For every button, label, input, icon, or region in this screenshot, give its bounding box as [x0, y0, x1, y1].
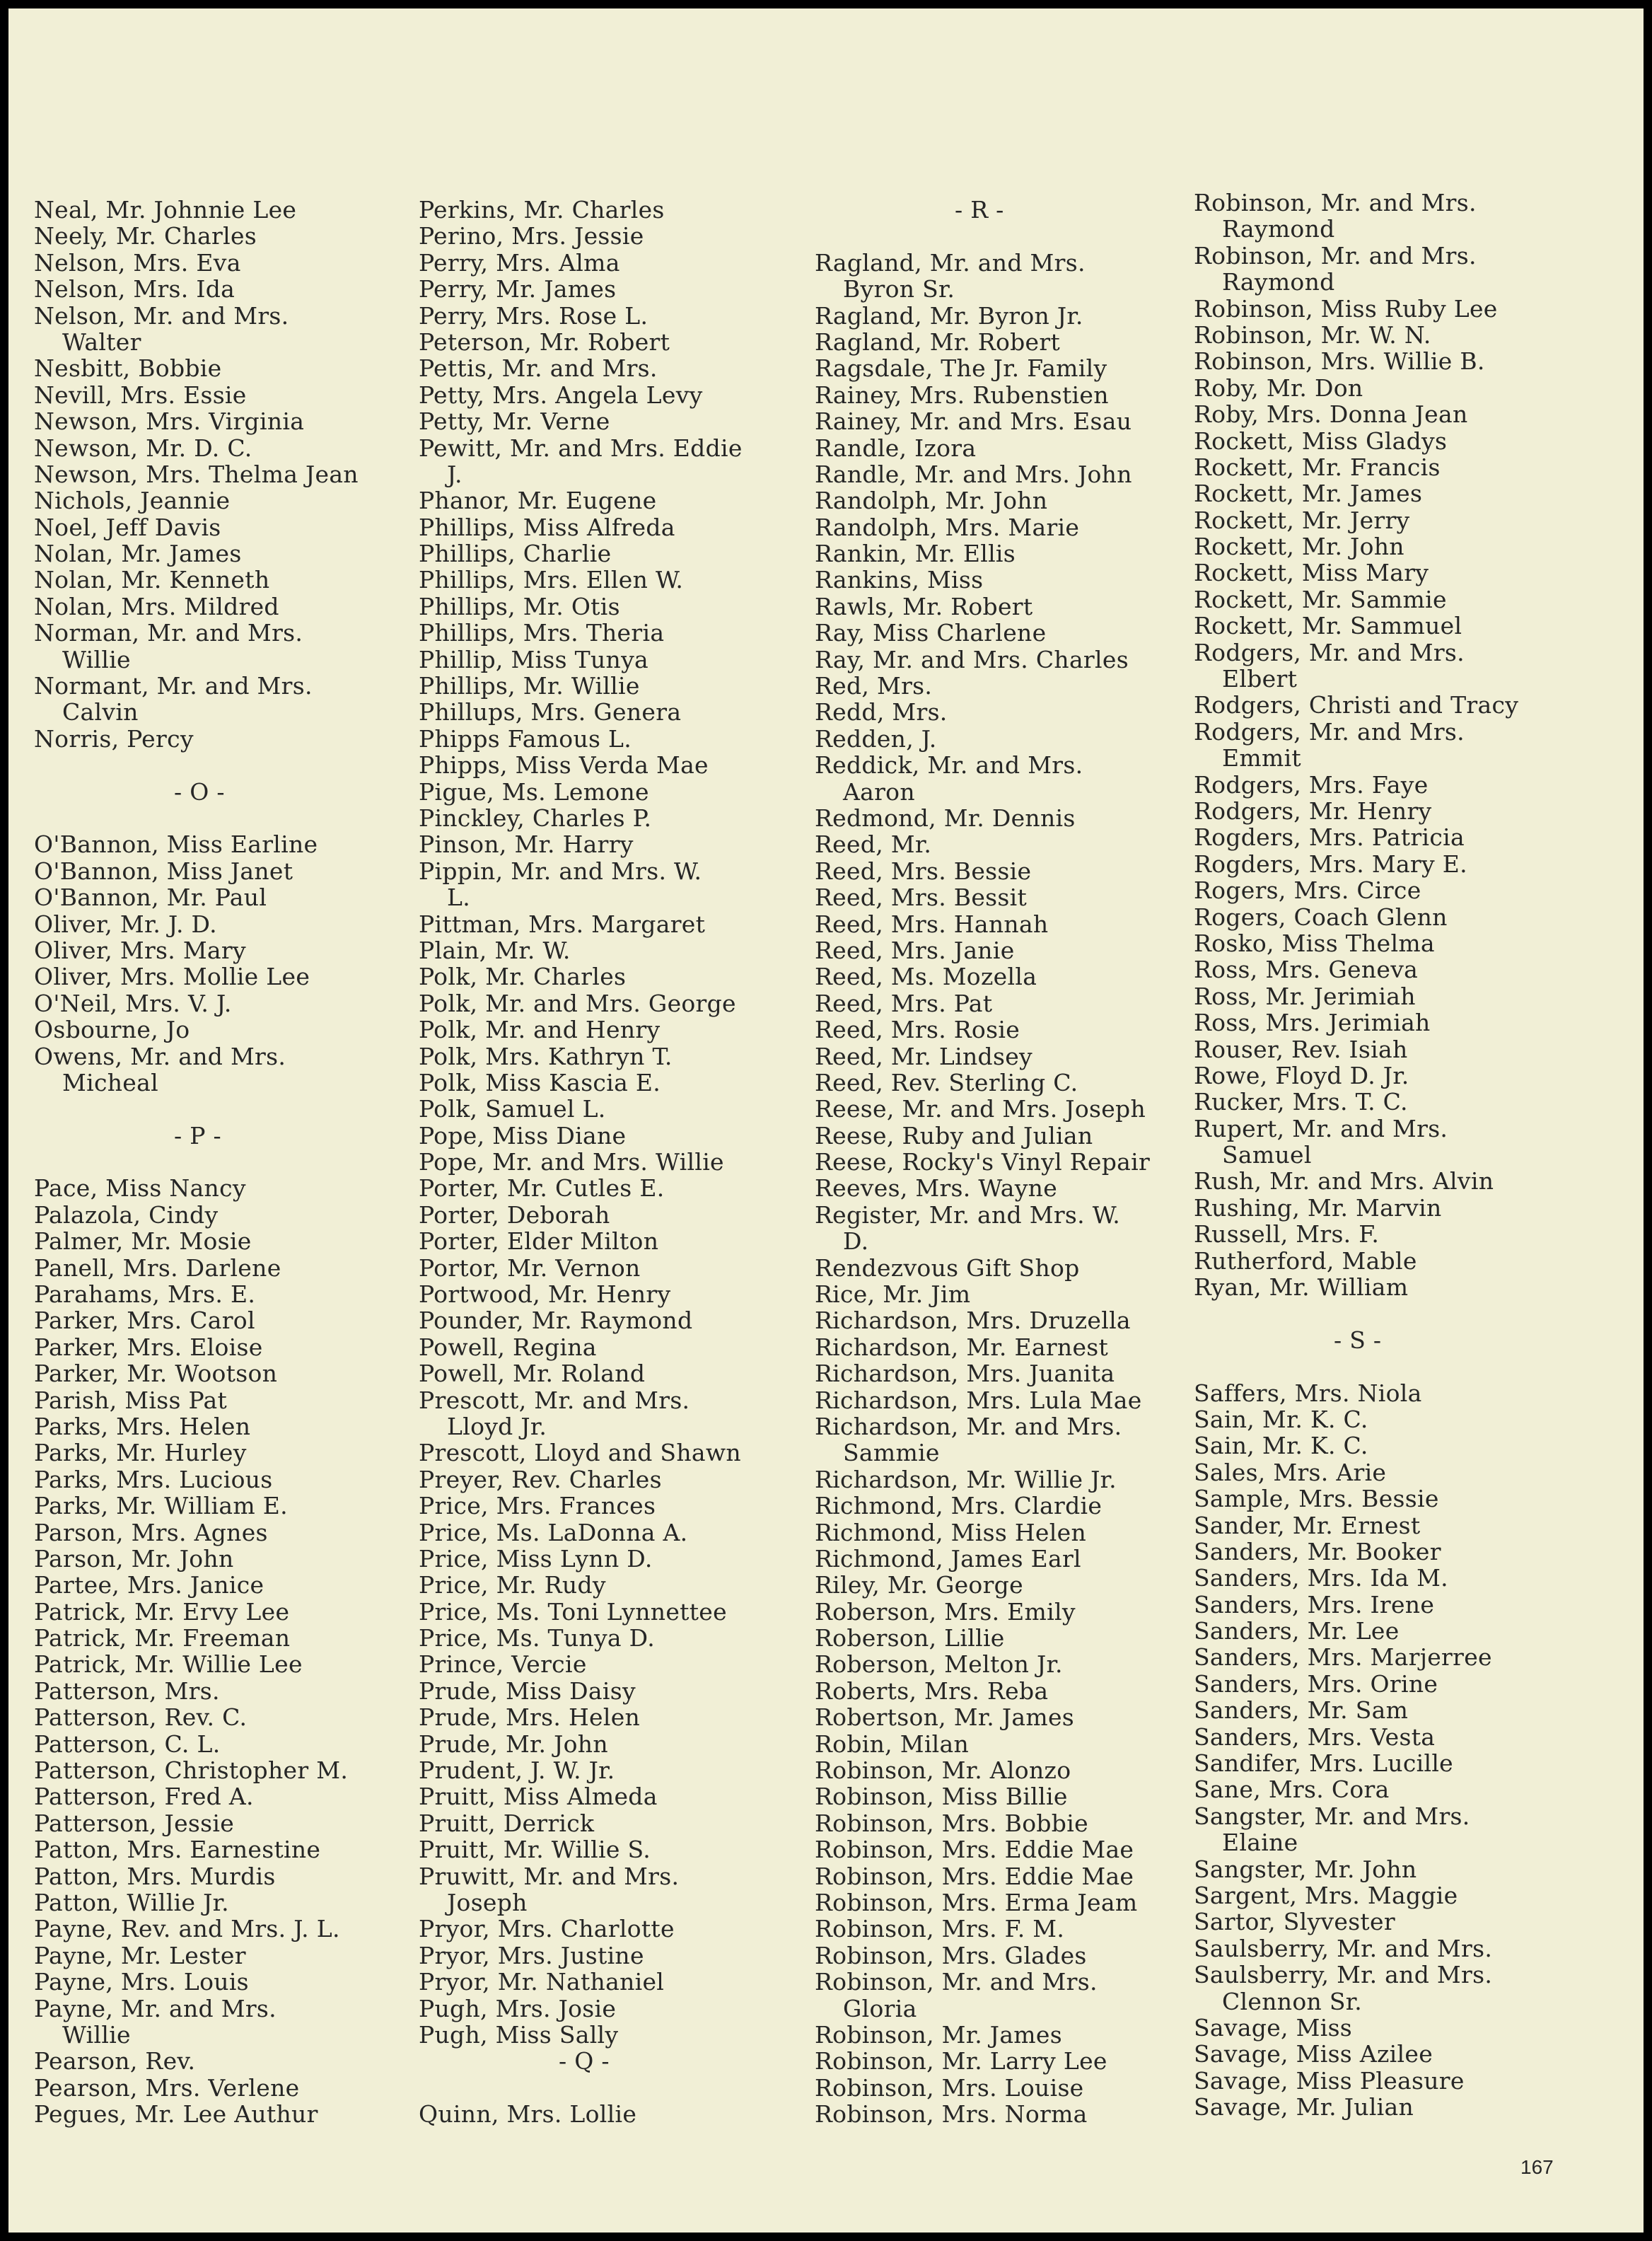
directory-entry: Robinson, Mrs. Bobbie: [815, 1809, 1088, 1837]
directory-entry: Richardson, Mr. Earnest: [815, 1333, 1109, 1361]
directory-entry: Sain, Mr. K. C.: [1194, 1405, 1368, 1433]
directory-entry: Plain, Mr. W.: [419, 936, 571, 964]
entry-continuation: J.: [447, 460, 463, 488]
directory-entry: Savage, Miss: [1194, 2013, 1353, 2042]
directory-entry: Richardson, Mrs. Lula Mae: [815, 1386, 1142, 1414]
directory-entry: Payne, Mr. Lester: [34, 1941, 246, 1969]
directory-entry: Oliver, Mrs. Mary: [34, 936, 246, 964]
entry-continuation: Aaron: [843, 777, 915, 806]
directory-entry: Rice, Mr. Jim: [815, 1280, 971, 1309]
directory-entry: Newson, Mrs. Virginia: [34, 407, 305, 436]
directory-entry: Rendezvous Gift Shop: [815, 1253, 1080, 1282]
directory-entry: Pearson, Mrs. Verlene: [34, 2073, 300, 2102]
directory-entry: Portor, Mr. Vernon: [419, 1253, 641, 1282]
directory-entry: Reed, Rev. Sterling C.: [815, 1068, 1078, 1096]
entry-continuation: Joseph: [447, 1889, 528, 1916]
directory-entry: Payne, Mr. and Mrs.: [34, 1994, 277, 2022]
directory-entry: Patton, Willie Jr.: [34, 1889, 229, 1916]
directory-entry: Robinson, Mrs. F. M.: [815, 1915, 1065, 1943]
directory-entry: Reeves, Mrs. Wayne: [815, 1174, 1058, 1203]
directory-entry: Reed, Mr. Lindsey: [815, 1042, 1032, 1070]
directory-entry: Prude, Mrs. Helen: [419, 1703, 641, 1732]
directory-entry: Richardson, Mr. Willie Jr.: [815, 1465, 1117, 1493]
directory-entry: Roberson, Mrs. Emily: [815, 1597, 1076, 1626]
directory-entry: Phillips, Miss Alfreda: [419, 513, 675, 541]
directory-entry: Porter, Mr. Cutles E.: [419, 1174, 665, 1203]
section-letter-heading: - R -: [955, 196, 1004, 224]
directory-entry: Patterson, C. L.: [34, 1730, 221, 1758]
directory-entry: Parks, Mr. William E.: [34, 1492, 288, 1520]
directory-entry: Randle, Mr. and Mrs. John: [815, 460, 1132, 488]
directory-entry: Phillips, Mr. Willie: [419, 672, 640, 700]
directory-entry: Payne, Mrs. Louis: [34, 1968, 249, 1996]
section-letter-heading: - O -: [174, 777, 225, 806]
directory-entry: Parks, Mrs. Helen: [34, 1412, 251, 1440]
directory-entry: Sangster, Mr. and Mrs.: [1194, 1802, 1470, 1830]
directory-entry: Sandifer, Mrs. Lucille: [1194, 1749, 1454, 1778]
directory-entry: Prude, Miss Daisy: [419, 1677, 636, 1705]
directory-entry: Rodgers, Mrs. Faye: [1194, 770, 1429, 799]
directory-entry: Nolan, Mrs. Mildred: [34, 592, 279, 620]
directory-entry: Phillips, Mrs. Ellen W.: [419, 566, 684, 594]
directory-entry: Perkins, Mr. Charles: [419, 196, 665, 224]
directory-entry: Reese, Ruby and Julian: [815, 1121, 1093, 1150]
entry-continuation: Emmit: [1222, 744, 1301, 772]
directory-entry: Roberts, Mrs. Reba: [815, 1677, 1049, 1705]
directory-entry: Nelson, Mrs. Ida: [34, 275, 235, 303]
directory-entry: Nesbitt, Bobbie: [34, 354, 222, 383]
directory-entry: Polk, Mr. and Henry: [419, 1016, 661, 1044]
directory-entry: Reed, Mrs. Rosie: [815, 1016, 1020, 1044]
directory-entry: Robinson, Mr. Larry Lee: [815, 2047, 1107, 2075]
directory-entry: Robinson, Miss Ruby Lee: [1194, 294, 1498, 323]
spacer: [34, 1096, 359, 1122]
spacer: [34, 805, 359, 831]
directory-entry: Reed, Mrs. Bessit: [815, 884, 1028, 912]
directory-entry: Roberson, Lillie: [815, 1624, 1005, 1652]
directory-entry: Newson, Mrs. Thelma Jean: [34, 460, 359, 488]
directory-entry: Patterson, Jessie: [34, 1809, 235, 1837]
directory-entry: Parks, Mr. Hurley: [34, 1439, 247, 1467]
directory-entry: Porter, Deborah: [419, 1200, 610, 1229]
directory-entry: O'Neil, Mrs. V. J.: [34, 989, 232, 1017]
directory-entry: Saulsberry, Mr. and Mrs.: [1194, 1934, 1493, 1962]
directory-entry: Nevill, Mrs. Essie: [34, 381, 247, 409]
directory-entry: Nolan, Mr. James: [34, 540, 242, 568]
spacer: [1194, 1353, 1518, 1379]
directory-entry: Pope, Miss Diane: [419, 1121, 627, 1150]
directory-entry: Savage, Mr. Julian: [1194, 2093, 1414, 2121]
entry-continuation: Willie: [62, 2020, 131, 2049]
directory-column-3: [815, 197, 1150, 2128]
directory-entry: Norman, Mr. and Mrs.: [34, 619, 303, 647]
directory-entry: Parker, Mrs. Eloise: [34, 1333, 263, 1361]
directory-entry: Price, Ms. Tunya D.: [419, 1624, 656, 1652]
directory-entry: Rucker, Mrs. T. C.: [1194, 1088, 1408, 1116]
directory-entry: Sanders, Mrs. Marjerree: [1194, 1643, 1492, 1672]
directory-entry: Ragland, Mr. and Mrs.: [815, 248, 1086, 277]
entry-continuation: Raymond: [1222, 268, 1335, 296]
directory-entry: Pinson, Mr. Harry: [419, 830, 634, 859]
directory-entry: Roby, Mrs. Donna Jean: [1194, 400, 1468, 429]
directory-entry: Parson, Mr. John: [34, 1544, 234, 1573]
directory-entry: Randolph, Mr. John: [815, 487, 1048, 515]
directory-entry: Patton, Mrs. Murdis: [34, 1862, 276, 1890]
directory-entry: Rouser, Rev. Isiah: [1194, 1035, 1408, 1063]
directory-entry: Partee, Mrs. Janice: [34, 1571, 264, 1599]
directory-entry: Polk, Miss Kascia E.: [419, 1068, 661, 1096]
entry-continuation: Micheal: [62, 1068, 158, 1096]
directory-entry: Rodgers, Mr. Henry: [1194, 797, 1432, 825]
directory-entry: Patterson, Christopher M.: [34, 1756, 349, 1785]
directory-entry: Ragland, Mr. Byron Jr.: [815, 301, 1083, 330]
directory-entry: Pryor, Mrs. Justine: [419, 1941, 644, 1969]
directory-entry: Sanders, Mrs. Orine: [1194, 1669, 1438, 1698]
directory-entry: Newson, Mr. D. C.: [34, 434, 252, 462]
directory-entry: Ragland, Mr. Robert: [815, 328, 1061, 356]
directory-entry: Ross, Mr. Jerimiah: [1194, 982, 1416, 1010]
directory-entry: Sangster, Mr. John: [1194, 1855, 1417, 1883]
directory-column-4: [1194, 190, 1518, 2121]
directory-entry: Randle, Izora: [815, 434, 977, 462]
directory-entry: Robertson, Mr. James: [815, 1703, 1075, 1732]
directory-entry: Payne, Rev. and Mrs. J. L.: [34, 1915, 340, 1943]
entry-continuation: Byron Sr.: [843, 275, 955, 303]
directory-entry: Rainey, Mr. and Mrs. Esau: [815, 407, 1132, 436]
directory-entry: Reed, Mrs. Bessie: [815, 857, 1032, 885]
directory-entry: Nelson, Mr. and Mrs.: [34, 301, 289, 330]
directory-entry: Richardson, Mr. and Mrs.: [815, 1412, 1122, 1440]
directory-entry: Norris, Percy: [34, 724, 194, 753]
directory-entry: Robinson, Mrs. Norma: [815, 2100, 1088, 2129]
directory-entry: Pruwitt, Mr. and Mrs.: [419, 1862, 680, 1890]
directory-entry: Osbourne, Jo: [34, 1016, 190, 1044]
directory-column-2: [419, 197, 743, 2128]
directory-entry: Preyer, Rev. Charles: [419, 1465, 662, 1493]
directory-entry: Price, Mr. Rudy: [419, 1571, 606, 1599]
directory-entry: Richmond, James Earl: [815, 1544, 1081, 1573]
directory-entry: Pugh, Mrs. Josie: [419, 1994, 617, 2022]
directory-entry: Phillip, Miss Tunya: [419, 645, 649, 673]
directory-entry: Rockett, Mr. Sammuel: [1194, 612, 1462, 640]
directory-entry: Prudent, J. W. Jr.: [419, 1756, 615, 1785]
directory-entry: Robinson, Mr. and Mrs.: [1194, 241, 1477, 270]
directory-entry: Robinson, Mrs. Erma Jeam: [815, 1889, 1138, 1916]
directory-entry: Sane, Mrs. Cora: [1194, 1776, 1390, 1804]
directory-entry: Price, Ms. Toni Lynnettee: [419, 1597, 727, 1626]
directory-entry: Patrick, Mr. Ervy Lee: [34, 1597, 290, 1626]
directory-entry: Parker, Mr. Wootson: [34, 1360, 278, 1388]
directory-entry: Reed, Mrs. Hannah: [815, 910, 1049, 938]
directory-entry: Reed, Mr.: [815, 830, 932, 859]
directory-entry: Pinckley, Charles P.: [419, 804, 652, 832]
directory-page: [8, 8, 1644, 2233]
directory-entry: Prude, Mr. John: [419, 1730, 608, 1758]
directory-entry: Savage, Miss Azilee: [1194, 2040, 1433, 2068]
directory-entry: Rogers, Coach Glenn: [1194, 903, 1448, 931]
directory-entry: Pewitt, Mr. and Mrs. Eddie: [419, 434, 743, 462]
directory-entry: Quinn, Mrs. Lollie: [419, 2100, 637, 2129]
directory-entry: Parker, Mrs. Carol: [34, 1307, 255, 1335]
directory-entry: Robinson, Mr. and Mrs.: [1194, 189, 1477, 216]
directory-entry: Patterson, Mrs.: [34, 1677, 220, 1705]
directory-entry: Russell, Mrs. F.: [1194, 1220, 1380, 1249]
directory-entry: Patrick, Mr. Freeman: [34, 1624, 291, 1652]
entry-continuation: L.: [447, 884, 471, 912]
directory-entry: O'Bannon, Miss Janet: [34, 857, 293, 885]
directory-entry: Reed, Ms. Mozella: [815, 963, 1037, 991]
directory-entry: Polk, Samuel L.: [419, 1095, 606, 1123]
directory-entry: Pryor, Mrs. Charlotte: [419, 1915, 675, 1943]
directory-entry: Owens, Mr. and Mrs.: [34, 1042, 286, 1070]
directory-entry: Pugh, Miss Sally: [419, 2020, 619, 2049]
directory-entry: Reed, Mrs. Pat: [815, 989, 993, 1017]
directory-entry: Pigue, Ms. Lemone: [419, 777, 649, 806]
directory-entry: Sargent, Mrs. Maggie: [1194, 1882, 1458, 1909]
directory-entry: Polk, Mr. Charles: [419, 963, 627, 991]
directory-entry: Rogers, Mrs. Circe: [1194, 876, 1421, 905]
directory-entry: O'Bannon, Mr. Paul: [34, 884, 267, 912]
entry-continuation: Lloyd Jr.: [447, 1412, 547, 1440]
directory-entry: Rogders, Mrs. Mary E.: [1194, 850, 1467, 878]
directory-entry: Phillups, Mrs. Genera: [419, 698, 682, 726]
directory-entry: Pryor, Mr. Nathaniel: [419, 1968, 665, 1996]
spacer: [34, 752, 359, 778]
directory-entry: Reed, Mrs. Janie: [815, 936, 1015, 964]
page-number: 167: [1520, 2156, 1554, 2178]
directory-entry: Sanders, Mrs. Ida M.: [1194, 1564, 1448, 1592]
directory-entry: Parish, Miss Pat: [34, 1386, 228, 1414]
directory-entry: Pittman, Mrs. Margaret: [419, 910, 706, 938]
directory-entry: Rockett, Mr. John: [1194, 533, 1404, 561]
directory-entry: Patton, Mrs. Earnestine: [34, 1836, 321, 1864]
directory-entry: Price, Ms. LaDonna A.: [419, 1518, 688, 1546]
directory-entry: Nelson, Mrs. Eva: [34, 248, 241, 277]
directory-entry: Rockett, Mr. Sammie: [1194, 585, 1447, 613]
directory-entry: Reese, Mr. and Mrs. Joseph: [815, 1095, 1146, 1123]
directory-entry: Patrick, Mr. Willie Lee: [34, 1650, 303, 1679]
directory-entry: Neal, Mr. Johnnie Lee: [34, 196, 297, 224]
directory-entry: Rockett, Mr. James: [1194, 480, 1423, 508]
directory-entry: Polk, Mrs. Kathryn T.: [419, 1042, 673, 1070]
directory-entry: Sanders, Mr. Booker: [1194, 1537, 1441, 1565]
directory-entry: Rodgers, Christi and Tracy: [1194, 691, 1519, 719]
directory-entry: Sartor, Slyvester: [1194, 1908, 1395, 1936]
entry-continuation: Elaine: [1222, 1829, 1298, 1857]
directory-entry: Pettis, Mr. and Mrs.: [419, 354, 658, 383]
directory-entry: Parson, Mrs. Agnes: [34, 1518, 268, 1546]
directory-entry: Richardson, Mrs. Druzella: [815, 1307, 1131, 1335]
entry-continuation: Elbert: [1222, 665, 1298, 693]
directory-entry: Rodgers, Mr. and Mrs.: [1194, 638, 1465, 666]
directory-entry: Sample, Mrs. Bessie: [1194, 1485, 1439, 1513]
directory-entry: Rankins, Miss: [815, 566, 984, 594]
directory-entry: Normant, Mr. and Mrs.: [34, 672, 313, 700]
directory-entry: Reddick, Mr. and Mrs.: [815, 751, 1083, 780]
directory-entry: Ray, Miss Charlene: [815, 619, 1047, 647]
directory-entry: Patterson, Rev. C.: [34, 1703, 248, 1732]
directory-entry: Saulsberry, Mr. and Mrs.: [1194, 1961, 1493, 1989]
directory-entry: Perry, Mrs. Alma: [419, 248, 620, 277]
directory-entry: Powell, Mr. Roland: [419, 1360, 646, 1388]
directory-entry: Redden, J.: [815, 724, 937, 753]
directory-entry: Pruitt, Miss Almeda: [419, 1783, 658, 1811]
section-letter-heading: - P -: [174, 1121, 221, 1150]
directory-entry: Robinson, Mr. James: [815, 2020, 1062, 2049]
directory-entry: Sales, Mrs. Arie: [1194, 1458, 1387, 1486]
entry-continuation: Samuel: [1222, 1141, 1312, 1169]
directory-entry: Pope, Mr. and Mrs. Willie: [419, 1148, 724, 1176]
entry-continuation: D.: [843, 1227, 869, 1256]
directory-entry: Rutherford, Mable: [1194, 1246, 1417, 1275]
entry-continuation: Calvin: [62, 698, 139, 726]
directory-column-1: [34, 197, 359, 2128]
directory-entry: Roby, Mr. Don: [1194, 374, 1363, 402]
directory-entry: Price, Miss Lynn D.: [419, 1544, 653, 1573]
directory-entry: Porter, Elder Milton: [419, 1227, 659, 1256]
directory-entry: Polk, Mr. and Mrs. George: [419, 989, 736, 1017]
directory-entry: Rockett, Mr. Jerry: [1194, 506, 1410, 534]
directory-entry: Prince, Vercie: [419, 1650, 587, 1679]
directory-entry: Robinson, Mr. W. N.: [1194, 320, 1431, 349]
directory-entry: Reese, Rocky's Vinyl Repair: [815, 1148, 1151, 1176]
spacer: [34, 1149, 359, 1175]
entry-continuation: Gloria: [843, 1994, 917, 2022]
directory-entry: Sanders, Mr. Sam: [1194, 1696, 1409, 1725]
entry-continuation: Sammie: [843, 1439, 940, 1467]
directory-entry: Powell, Regina: [419, 1333, 597, 1361]
directory-entry: Oliver, Mrs. Mollie Lee: [34, 963, 310, 991]
directory-entry: Rodgers, Mr. and Mrs.: [1194, 717, 1465, 746]
directory-entry: Robinson, Mrs. Eddie Mae: [815, 1836, 1134, 1864]
directory-entry: Phillips, Mr. Otis: [419, 592, 620, 620]
directory-entry: Riley, Mr. George: [815, 1571, 1023, 1599]
directory-entry: Parks, Mrs. Lucious: [34, 1465, 273, 1493]
directory-entry: Saffers, Mrs. Niola: [1194, 1379, 1422, 1407]
section-letter-heading: - Q -: [559, 2047, 610, 2075]
directory-entry: Phipps, Miss Verda Mae: [419, 751, 709, 780]
directory-entry: Richmond, Miss Helen: [815, 1518, 1087, 1546]
directory-entry: Ray, Mr. and Mrs. Charles: [815, 645, 1129, 673]
directory-entry: Rogders, Mrs. Patricia: [1194, 823, 1465, 852]
directory-entry: Pearson, Rev.: [34, 2047, 196, 2075]
directory-entry: Randolph, Mrs. Marie: [815, 513, 1080, 541]
entry-continuation: Willie: [62, 645, 131, 673]
section-letter-heading: - S -: [1334, 1326, 1382, 1354]
directory-entry: Savage, Miss Pleasure: [1194, 2066, 1465, 2095]
directory-entry: Portwood, Mr. Henry: [419, 1280, 671, 1309]
entry-continuation: Raymond: [1222, 215, 1335, 243]
directory-entry: Richmond, Mrs. Clardie: [815, 1492, 1103, 1520]
directory-entry: Sander, Mr. Ernest: [1194, 1511, 1421, 1539]
directory-entry: Nolan, Mr. Kenneth: [34, 566, 270, 594]
directory-entry: Pegues, Mr. Lee Authur: [34, 2100, 318, 2129]
directory-entry: Robinson, Mrs. Eddie Mae: [815, 1862, 1134, 1890]
directory-entry: Ragsdale, The Jr. Family: [815, 354, 1107, 383]
directory-entry: Rockett, Miss Gladys: [1194, 427, 1448, 455]
directory-entry: Phanor, Mr. Eugene: [419, 487, 657, 515]
directory-entry: Oliver, Mr. J. D.: [34, 910, 217, 938]
directory-entry: Rupert, Mr. and Mrs.: [1194, 1114, 1448, 1142]
directory-entry: Perry, Mr. James: [419, 275, 617, 303]
directory-entry: Robinson, Mrs. Glades: [815, 1941, 1087, 1969]
directory-entry: Nichols, Jeannie: [34, 487, 231, 515]
directory-entry: Phillips, Mrs. Theria: [419, 619, 665, 647]
directory-entry: Phillips, Charlie: [419, 540, 612, 568]
directory-entry: Panell, Mrs. Darlene: [34, 1253, 281, 1282]
directory-entry: Pippin, Mr. and Mrs. W.: [419, 857, 702, 885]
spacer: [419, 2075, 743, 2101]
directory-entry: O'Bannon, Miss Earline: [34, 830, 318, 859]
directory-entry: Neely, Mr. Charles: [34, 222, 257, 250]
directory-entry: Red, Mrs.: [815, 672, 933, 700]
directory-entry: Ryan, Mr. William: [1194, 1273, 1409, 1302]
directory-entry: Redd, Mrs.: [815, 698, 948, 726]
entry-continuation: Clennon Sr.: [1222, 1987, 1362, 2015]
directory-entry: Pruitt, Derrick: [419, 1809, 595, 1837]
directory-entry: Perino, Mrs. Jessie: [419, 222, 644, 250]
directory-entry: Rosko, Miss Thelma: [1194, 929, 1435, 957]
directory-entry: Phipps Famous L.: [419, 724, 632, 753]
directory-entry: Robinson, Miss Billie: [815, 1783, 1068, 1811]
directory-entry: Palmer, Mr. Mosie: [34, 1227, 252, 1256]
directory-entry: Palazola, Cindy: [34, 1200, 219, 1229]
directory-entry: Noel, Jeff Davis: [34, 513, 221, 541]
directory-entry: Ross, Mrs. Geneva: [1194, 956, 1419, 984]
directory-entry: Robinson, Mrs. Louise: [815, 2073, 1084, 2102]
spacer: [815, 223, 1150, 249]
directory-entry: Rainey, Mrs. Rubenstien: [815, 381, 1109, 409]
directory-entry: Sanders, Mrs. Vesta: [1194, 1722, 1436, 1751]
directory-entry: Sanders, Mrs. Irene: [1194, 1590, 1435, 1618]
directory-entry: Sain, Mr. K. C.: [1194, 1432, 1368, 1460]
directory-entry: Robinson, Mrs. Willie B.: [1194, 347, 1485, 376]
directory-entry: Sanders, Mr. Lee: [1194, 1617, 1400, 1645]
directory-entry: Petty, Mr. Verne: [419, 407, 610, 436]
directory-entry: Robin, Milan: [815, 1730, 970, 1758]
directory-entry: Redmond, Mr. Dennis: [815, 804, 1076, 832]
directory-entry: Roberson, Melton Jr.: [815, 1650, 1063, 1679]
directory-entry: Rawls, Mr. Robert: [815, 592, 1033, 620]
directory-entry: Pace, Miss Nancy: [34, 1174, 246, 1203]
directory-entry: Rockett, Mr. Francis: [1194, 453, 1441, 481]
directory-entry: Robinson, Mr. Alonzo: [815, 1756, 1071, 1785]
directory-entry: Rushing, Mr. Marvin: [1194, 1193, 1442, 1222]
directory-entry: Petty, Mrs. Angela Levy: [419, 381, 703, 409]
directory-entry: Pounder, Mr. Raymond: [419, 1307, 693, 1335]
directory-entry: Register, Mr. and Mrs. W.: [815, 1200, 1120, 1229]
directory-entry: Peterson, Mr. Robert: [419, 328, 670, 356]
spacer: [1194, 1300, 1518, 1326]
directory-entry: Pruitt, Mr. Willie S.: [419, 1836, 651, 1864]
directory-entry: Rockett, Miss Mary: [1194, 559, 1429, 587]
directory-entry: Perry, Mrs. Rose L.: [419, 301, 648, 330]
directory-entry: Patterson, Fred A.: [34, 1783, 254, 1811]
directory-entry: Ross, Mrs. Jerimiah: [1194, 1009, 1431, 1037]
directory-entry: Prescott, Mr. and Mrs.: [419, 1386, 690, 1414]
directory-entry: Price, Mrs. Frances: [419, 1492, 656, 1520]
directory-entry: Parahams, Mrs. E.: [34, 1280, 256, 1309]
directory-entry: Rowe, Floyd D. Jr.: [1194, 1061, 1409, 1089]
directory-entry: Rankin, Mr. Ellis: [815, 540, 1016, 568]
entry-continuation: Walter: [62, 328, 141, 356]
directory-entry: Prescott, Lloyd and Shawn: [419, 1439, 741, 1467]
directory-entry: Rush, Mr. and Mrs. Alvin: [1194, 1167, 1494, 1195]
directory-entry: Richardson, Mrs. Juanita: [815, 1360, 1115, 1388]
directory-entry: Robinson, Mr. and Mrs.: [815, 1968, 1098, 1996]
